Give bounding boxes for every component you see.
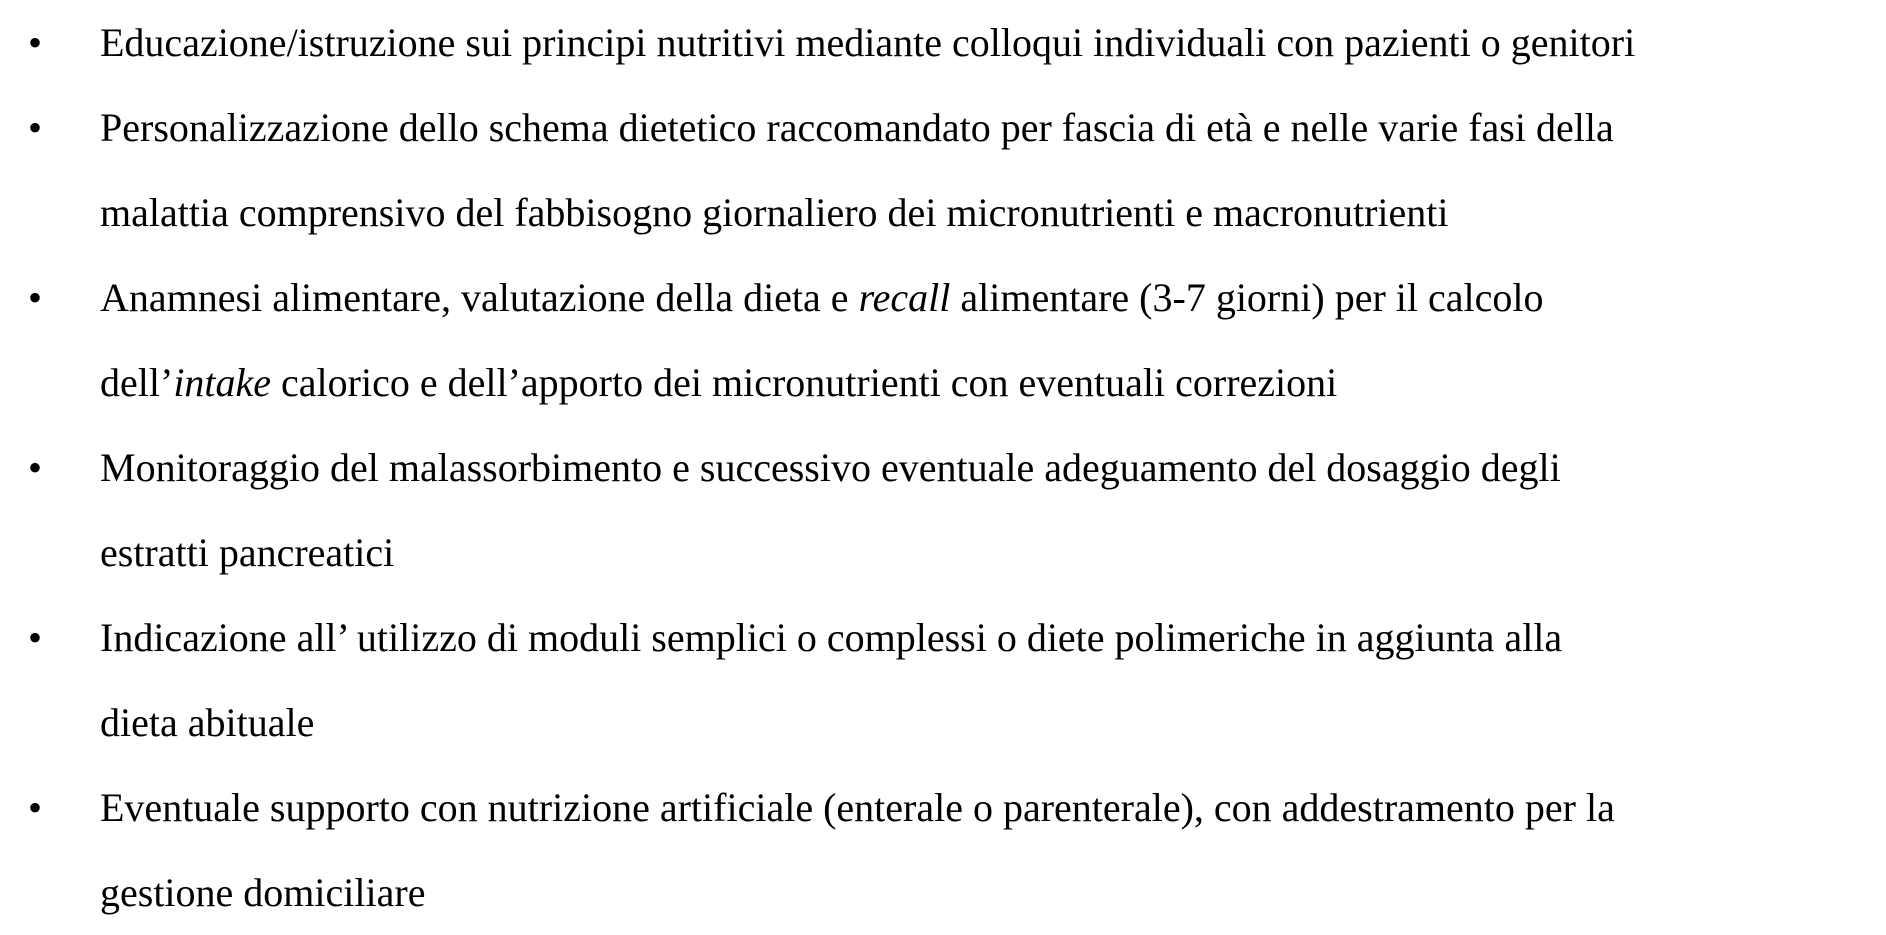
bullet-icon: • — [28, 105, 43, 150]
item-text: Educazione/istruzione sui principi nutritivi mediante colloqui individuali con pazienti o genitori — [100, 20, 1636, 65]
list-item — [0, 85, 1886, 255]
item-text-line-1: Monitoraggio del malassorbimento e successivo eventuale adeguamento del dosaggio degli — [100, 445, 1561, 490]
item-text-line-1: Eventuale supporto con nutrizione artificiale (enterale o parenterale), con addestramento per la — [100, 785, 1615, 830]
italic-term-recall: recall — [858, 275, 951, 320]
item-text-line-2: gestione domiciliare — [100, 870, 426, 915]
bullet-icon: • — [28, 615, 43, 660]
list-item — [0, 255, 1886, 425]
text-segment: Anamnesi alimentare, valutazione della dieta e — [100, 275, 859, 320]
text-segment: dell’ — [100, 360, 174, 405]
bullet-icon: • — [28, 20, 43, 65]
item-text-line-2: dieta abituale — [100, 700, 315, 745]
item-text-line-1 — [100, 255, 1886, 340]
bullet-icon: • — [28, 785, 43, 830]
bullet-icon: • — [28, 275, 43, 320]
item-text-line-2: estratti pancreatici — [100, 530, 395, 575]
list-item — [0, 765, 1886, 935]
item-text-line-1: Personalizzazione dello schema dietetico raccomandato per fascia di età e nelle varie fasi della — [100, 105, 1614, 150]
text-segment: alimentare (3-7 giorni) per il calcolo — [950, 275, 1544, 320]
list-item — [0, 595, 1886, 765]
bullet-icon: • — [28, 445, 43, 490]
text-segment: calorico e dell’apporto dei micronutrienti con eventuali correzioni — [271, 360, 1338, 405]
item-text-line-2: malattia comprensivo del fabbisogno giornaliero dei micronutrienti e macronutrienti — [100, 190, 1449, 235]
italic-term-intake: intake — [173, 360, 272, 405]
item-text-line-2 — [100, 340, 1886, 425]
list-item — [0, 425, 1886, 595]
list-item — [0, 0, 1886, 85]
item-text-line-1: Indicazione all’ utilizzo di moduli semplici o complessi o diete polimeriche in aggiunta alla — [100, 615, 1563, 660]
